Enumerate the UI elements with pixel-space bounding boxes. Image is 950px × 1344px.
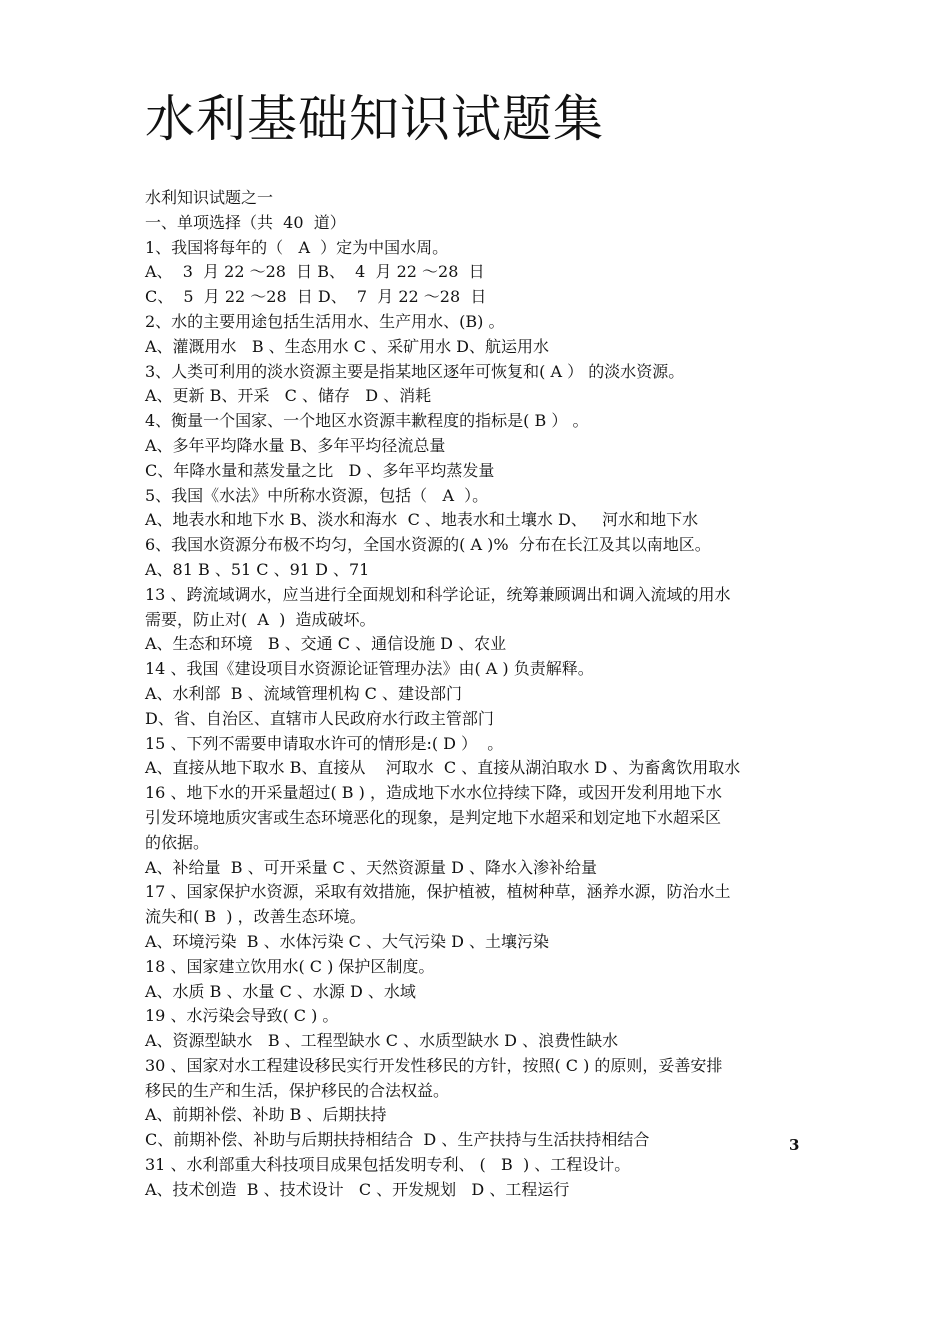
- text-line: 移民的生产和生活，保护移民的合法权益。: [145, 1080, 450, 1100]
- text-line: A、环境污染 B 、水体污染 C 、大气污染 D 、土壤污染: [145, 931, 549, 951]
- document-title: 水利基础知识试题集: [145, 90, 604, 148]
- text-line: 14 、我国《建设项目水资源论证管理办法》由( A ) 负责解释。: [145, 659, 594, 679]
- text-line: A、水质 B 、水量 C 、水源 D 、水域: [145, 981, 416, 1001]
- text-line: 1、我国将每年的（ A ）定为中国水周。: [145, 237, 449, 257]
- text-line: A、 3 月 22 ～28 日 B、 4 月 22 ～28 日: [145, 262, 485, 282]
- text-line: 18 、国家建立饮用水( C ) 保护区制度。: [145, 956, 435, 976]
- text-line: A、前期补偿、补助 B 、后期扶持: [145, 1105, 387, 1125]
- text-line: 2、水的主要用途包括生活用水、生产用水、(B) 。: [145, 311, 505, 331]
- text-line: 4、衡量一个国家、一个地区水资源丰歉程度的指标是( B ） 。: [145, 411, 589, 431]
- text-line: 6、我国水资源分布极不均匀，全国水资源的( A )% 分布在长江及其以南地区。: [145, 535, 711, 555]
- text-line: A、技术创造 B 、技术设计 C 、开发规划 D 、工程运行: [145, 1179, 570, 1199]
- page-number: 3: [789, 1136, 800, 1154]
- text-line: A、补给量 B 、可开采量 C 、天然资源量 D 、降水入渗补给量: [145, 857, 597, 877]
- text-line: 引发环境地质灾害或生态环境恶化的现象，是判定地下水超采和划定地下水超采区: [145, 807, 722, 827]
- text-line: 16 、地下水的开采量超过( B ) ，造成地下水水位持续下降，或因开发利用地下水: [145, 783, 722, 803]
- text-line: D、省、自治区、直辖市人民政府水行政主管部门: [145, 708, 494, 728]
- text-line: 15 、下列不需要申请取水许可的情形是:( D ） 。: [145, 733, 504, 753]
- text-line: 的依据。: [145, 832, 210, 852]
- text-line: A、更新 B、开采 C 、储存 D 、消耗: [145, 386, 432, 406]
- text-line: A、81 B 、51 C 、91 D 、71: [145, 559, 370, 579]
- text-line: A、水利部 B 、流域管理机构 C 、建设部门: [145, 683, 462, 703]
- text-line: 水利知识试题之一: [145, 188, 274, 207]
- text-line: 13 、跨流域调水，应当进行全面规划和科学论证，统筹兼顾调出和调入流域的用水: [145, 584, 731, 604]
- text-line: C、前期补偿、补助与后期扶持相结合 D 、生产扶持与生活扶持相结合: [145, 1130, 650, 1150]
- text-line: A、灌溉用水 B 、生态用水 C 、采矿用水 D、航运用水: [145, 336, 549, 356]
- text-line: A、直接从地下取水 B、直接从 河取水 C 、直接从湖泊取水 D 、为畜禽饮用取水: [145, 758, 741, 778]
- text-line: 17 、国家保护水资源，采取有效措施，保护植被，植树种草，涵养水源，防治水土: [145, 882, 731, 902]
- text-line: 31 、水利部重大科技项目成果包括发明专利、 ( B ) 、工程设计。: [145, 1155, 631, 1175]
- text-line: A、多年平均降水量 B、多年平均径流总量: [145, 435, 446, 455]
- text-line: 5、我国《水法》中所称水资源，包括（ A ）。: [145, 485, 489, 505]
- text-line: 30 、国家对水工程建设移民实行开发性移民的方针，按照( C ) 的原则，妥善安排: [145, 1055, 723, 1075]
- text-line: 需要，防止对( A ) 造成破坏。: [145, 609, 376, 629]
- text-line: 流失和( B ) ，改善生态环境。: [145, 907, 366, 927]
- text-line: A、生态和环境 B 、交通 C 、通信设施 D 、农业: [145, 634, 507, 654]
- document-body: [145, 186, 815, 1203]
- text-line: A、资源型缺水 B 、工程型缺水 C 、水质型缺水 D 、浪费性缺水: [145, 1031, 619, 1051]
- text-line: 3、人类可利用的淡水资源主要是指某地区逐年可恢复和( A ） 的淡水资源。: [145, 361, 685, 381]
- text-line: C、年降水量和蒸发量之比 D 、多年平均蒸发量: [145, 460, 495, 480]
- text-line: C、 5 月 22 ～28 日 D、 7 月 22 ～28 日: [145, 287, 487, 307]
- text-line: A、地表水和地下水 B、淡水和海水 C 、地表水和土壤水 D、 河水和地下水: [145, 510, 699, 530]
- text-line: 一、单项选择（共 40 道）: [145, 212, 346, 232]
- text-line: 19 、水污染会导致( C ) 。: [145, 1006, 339, 1026]
